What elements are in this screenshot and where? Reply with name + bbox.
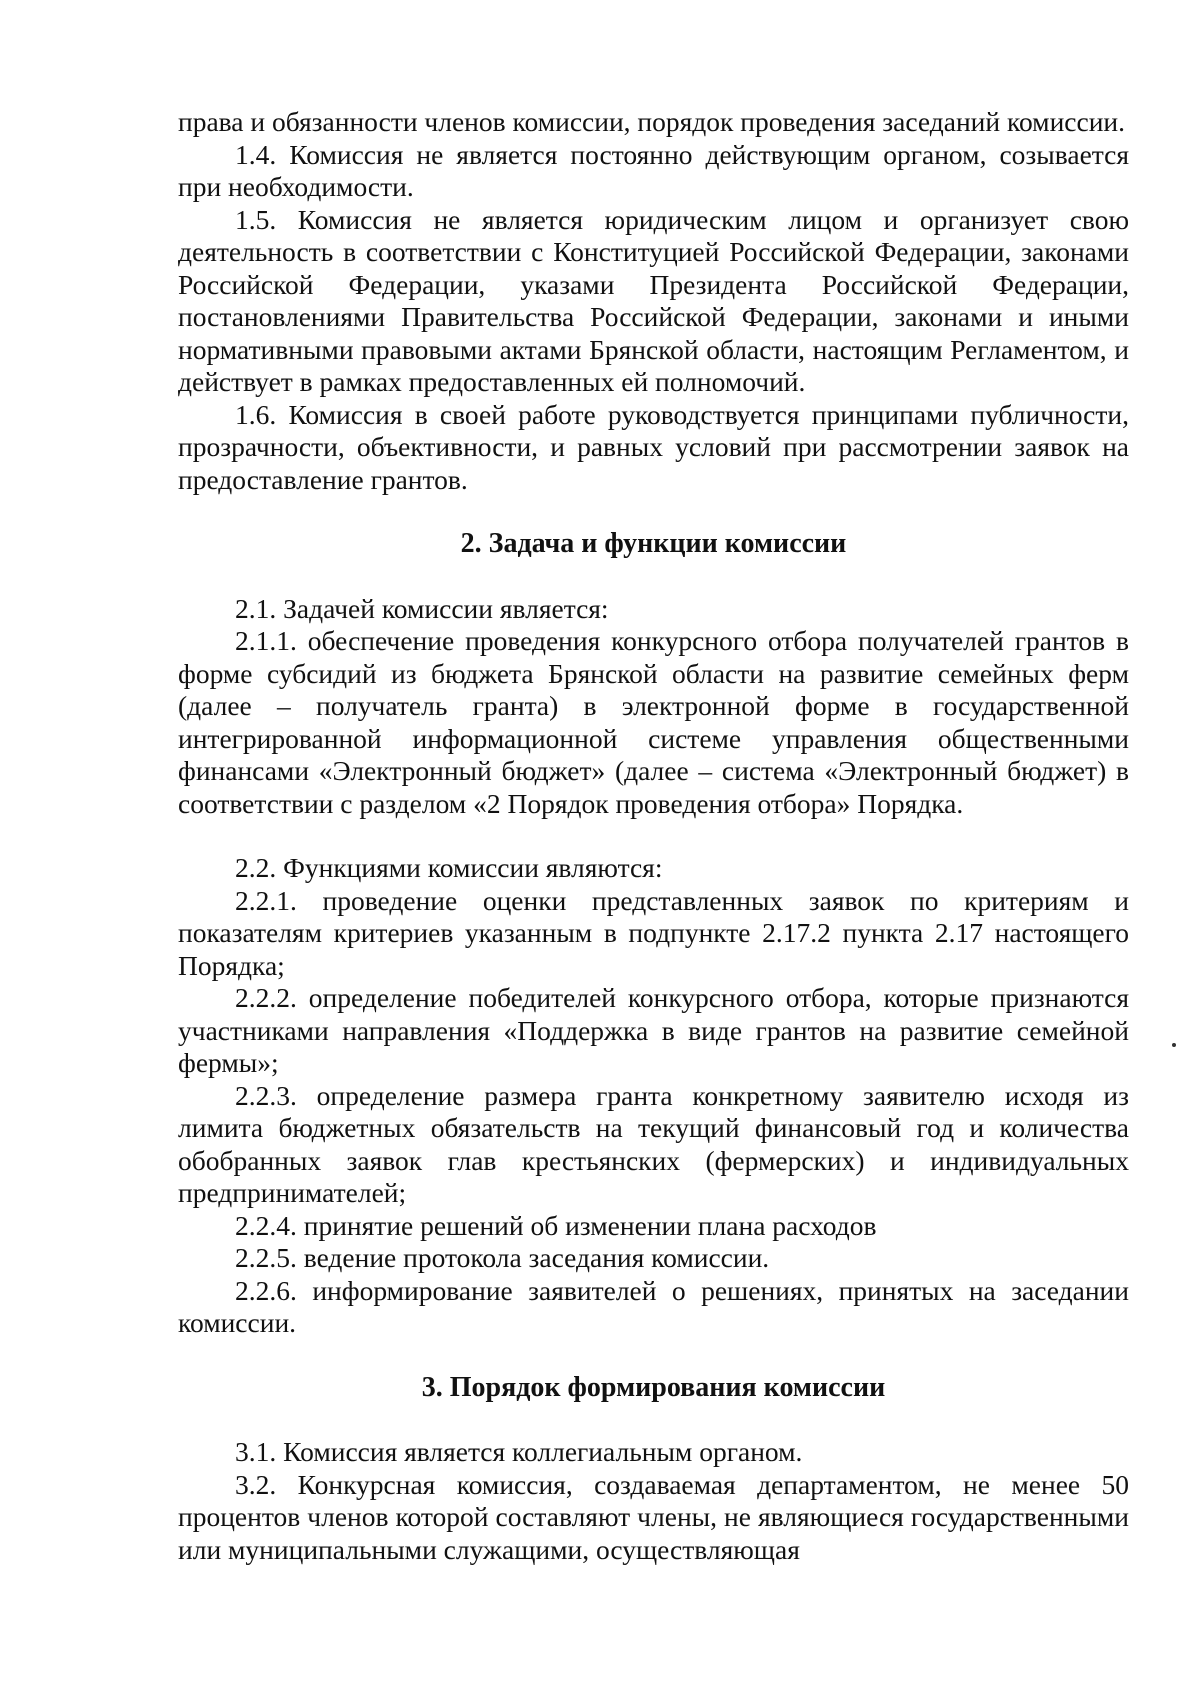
paragraph-2-2-4: 2.2.4. принятие решений об изменении плана расходов <box>235 1209 877 1241</box>
paragraph-2-1-1: 2.1.1. обеспечение проведения конкурсного отбора получателей грантов в форме субсидий из бюджета Брянской области на развитие семейных ферм (далее – получатель гранта) в электронной форме в государственной интегрированной информационной системе управления общественными финансами «Электронный бюджет» (далее – система «Электронный бюджет) в соответствии с разделом «2 Порядок проведения отбора» Порядка. <box>178 625 1129 819</box>
paragraph-2-2-5: 2.2.5. ведение протокола заседания комиссии. <box>235 1242 770 1273</box>
paragraph-2-2-1: 2.2.1. проведение оценки представленных заявок по критериям и показателям критериев указанным в подпункте 2.17.2 пункта 2.17 настоящего Порядка; <box>178 884 1129 981</box>
paragraph-2-2: 2.2. Функциями комиссии являются: <box>235 852 663 883</box>
paragraph-2-2-6: 2.2.6. информирование заявителей о решениях, принятых на заседании комиссии. <box>178 1274 1129 1338</box>
spacer <box>178 496 1129 528</box>
paragraph-2-1: 2.1. Задачей комиссии является: <box>235 592 609 624</box>
scan-speck <box>1172 1043 1176 1047</box>
paragraph-1-6: 1.6. Комиссия в своей работе руководствуется принципами публичности, прозрачности, объективности, и равных условий при рассмотрении заявок на предоставление грантов. <box>178 398 1129 495</box>
document-page <box>178 106 1129 1566</box>
section-3-heading: 3. Порядок формирования комиссии <box>421 1371 886 1403</box>
paragraph-1-3-continued: права и обязанности членов комиссии, порядок проведения заседаний комиссии. <box>178 106 1126 137</box>
paragraph-1-4: 1.4. Комиссия не является постоянно действующим органом, созывается при необходимости. <box>178 138 1129 202</box>
spacer <box>178 820 1129 852</box>
spacer <box>178 1404 1129 1436</box>
paragraph-1-5: 1.5. Комиссия не является юридическим лицом и организует свою деятельность в соответствии с Конституцией Российской Федерации, законами Российской Федерации, указами Президента Российской Федерации, постановлениями Правительства Российской Федерации, законами и иными нормативными правовыми актами Брянской области, настоящим Регламентом, и действует в рамках предоставленных ей полномочий. <box>178 203 1129 397</box>
section-2-heading: 2. Задача и функции комиссии <box>460 528 847 559</box>
paragraph-3-1: 3.1. Комиссия является коллегиальным органом. <box>235 1436 803 1467</box>
paragraph-2-2-2: 2.2.2. определение победителей конкурсного отбора, которые признаются участниками направления «Поддержка в виде грантов на развитие семейной фермы»; <box>178 982 1129 1078</box>
spacer <box>178 1340 1129 1372</box>
paragraph-2-2-3: 2.2.3. определение размера гранта конкретному заявителю исходя из лимита бюджетных обязательств на текущий финансовый год и количества обобранных заявок глав крестьянских (фермерских) и индивидуальных предпринимателей; <box>178 1079 1129 1208</box>
spacer <box>178 561 1129 593</box>
paragraph-3-2: 3.2. Конкурсная комиссия, создаваемая департаментом, не менее 50 процентов членов которой составляют члены, не являющиеся государственными или муниципальными служащими, осуществляющая <box>178 1468 1129 1565</box>
